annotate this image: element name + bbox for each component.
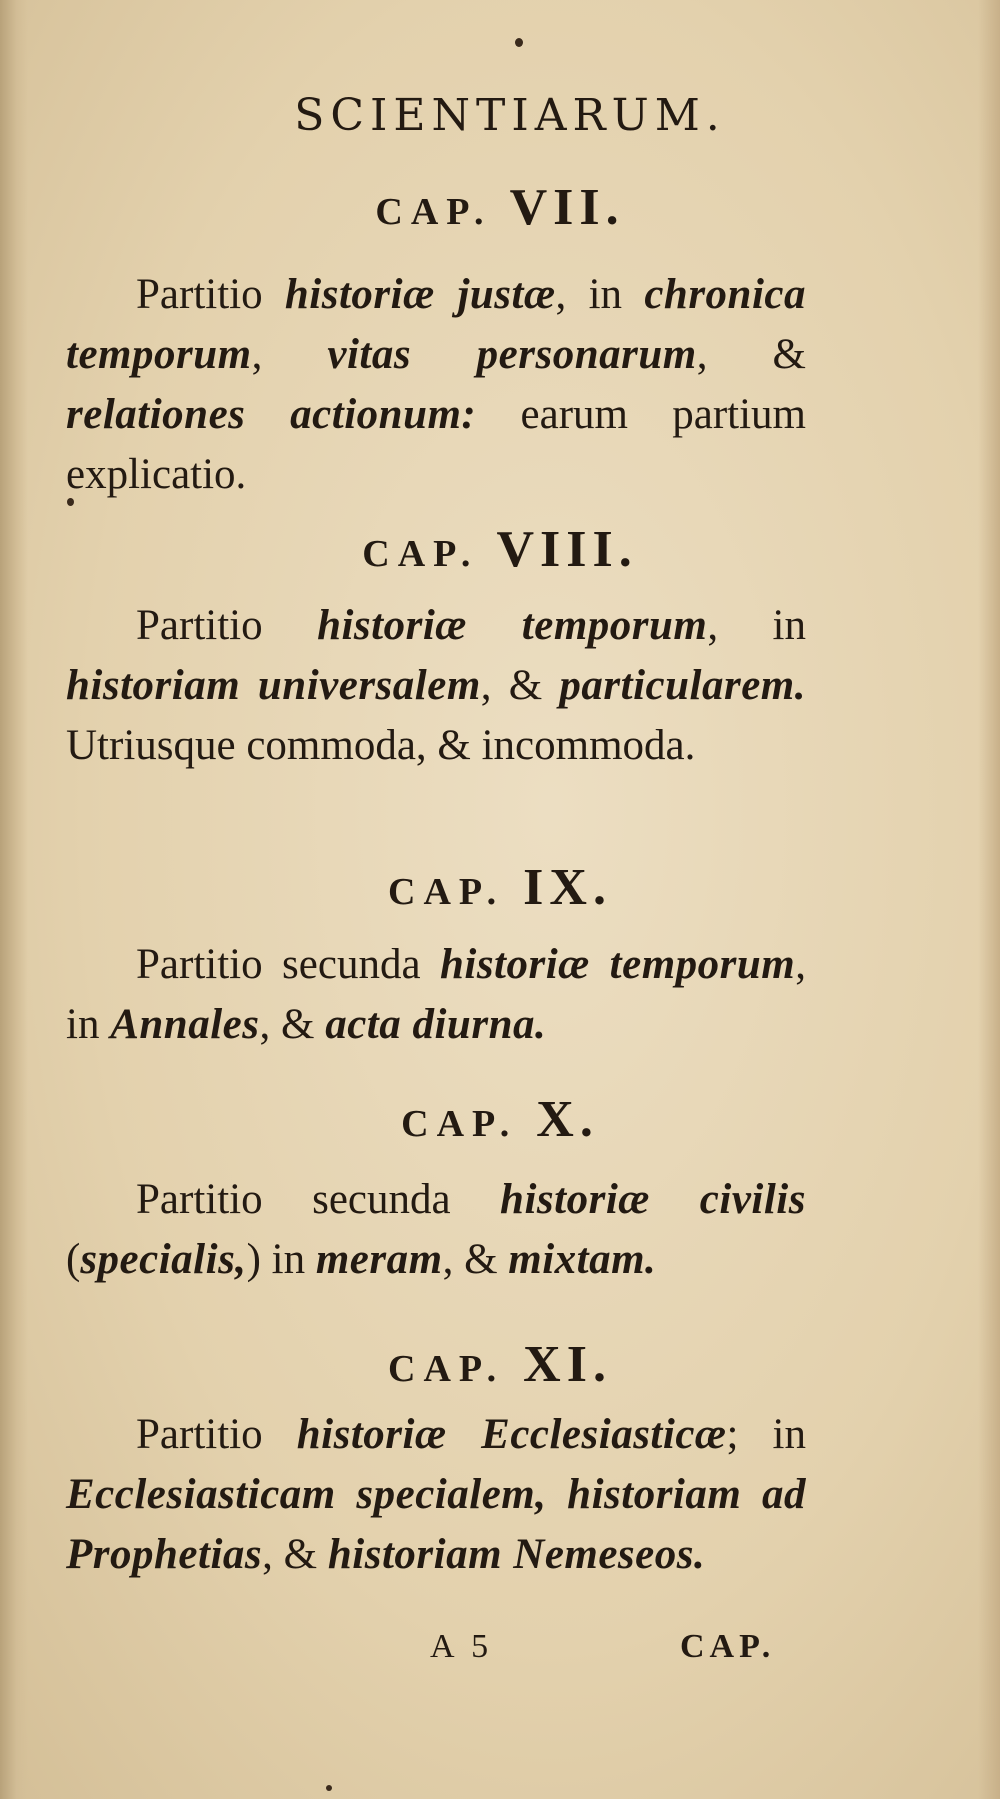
chapter-summary <box>66 1405 806 1585</box>
text-run: , <box>251 331 328 378</box>
text-run: Partitio <box>136 1411 297 1458</box>
ink-speck <box>326 1785 332 1791</box>
chapter-heading <box>0 520 1000 579</box>
text-run: Partitio secunda <box>136 941 440 988</box>
chapter-label: CAP. <box>388 1348 505 1390</box>
italic-phrase: particularem. <box>559 662 806 709</box>
chapter-label: CAP. <box>388 871 505 913</box>
chapter-heading <box>0 858 1000 917</box>
text-run: Utriusque commoda, & incommoda. <box>66 722 696 769</box>
chapter-summary <box>66 1170 806 1290</box>
italic-phrase: historiam universalem <box>66 662 481 709</box>
italic-phrase: Ecclesiasticam specialem, historiam ad Prophetias <box>66 1471 806 1578</box>
chapter-number: VIII. <box>496 521 638 578</box>
text-run: , & <box>480 662 560 709</box>
chapter-summary <box>66 265 806 505</box>
text-run: ; in <box>726 1411 806 1458</box>
chapter-label: CAP. <box>375 191 492 233</box>
chapter-heading <box>0 1090 1000 1149</box>
text-run: , & <box>442 1236 509 1283</box>
chapter-heading <box>0 1335 1000 1394</box>
running-head: SCIENTIARUM. <box>294 90 726 141</box>
chapter-number: X. <box>536 1091 599 1148</box>
text-run: , & <box>696 331 806 378</box>
chapter-number: IX. <box>523 859 612 916</box>
signature-mark: A 5 <box>430 1628 494 1665</box>
catchword: CAP. <box>680 1628 776 1665</box>
italic-phrase: acta diurna. <box>325 1001 547 1048</box>
ink-speck <box>515 38 523 47</box>
text-run: , in <box>66 941 806 1048</box>
text-run: , & <box>262 1531 328 1578</box>
text-run: Partitio <box>136 602 318 649</box>
text-run: ) in <box>246 1236 316 1283</box>
chapter-label: CAP. <box>362 533 479 575</box>
text-run: ( <box>66 1236 81 1283</box>
italic-phrase: vitas personarum <box>327 331 697 378</box>
text-run: , in <box>555 271 645 318</box>
text-run: , in <box>707 602 806 649</box>
italic-phrase: historiæ civilis <box>500 1176 806 1223</box>
chapter-number: XI. <box>523 1336 612 1393</box>
italic-phrase: specialis, <box>80 1236 247 1283</box>
text-run: , & <box>259 1001 326 1048</box>
text-run: earum partium explicatio. <box>66 391 806 498</box>
italic-phrase: historiæ temporum <box>439 941 796 988</box>
text-run: Partitio <box>136 271 285 318</box>
italic-phrase: relationes actionum: <box>66 391 477 438</box>
italic-phrase: Annales <box>110 1001 260 1048</box>
italic-phrase: meram <box>315 1236 443 1283</box>
italic-phrase: mixtam. <box>508 1236 657 1283</box>
italic-phrase: historiæ justæ <box>284 271 556 318</box>
text-run: Partitio secunda <box>136 1176 501 1223</box>
chapter-label: CAP. <box>401 1103 518 1145</box>
italic-phrase: historiam Nemeseos. <box>327 1531 706 1578</box>
italic-phrase: chronica temporum <box>66 271 806 378</box>
italic-phrase: historiæ Ecclesiasticæ <box>296 1411 727 1458</box>
italic-phrase: historiæ temporum <box>317 602 708 649</box>
chapter-heading <box>0 178 1000 237</box>
chapter-number: VII. <box>509 179 625 236</box>
chapter-summary <box>66 596 806 776</box>
chapter-summary <box>66 935 806 1055</box>
